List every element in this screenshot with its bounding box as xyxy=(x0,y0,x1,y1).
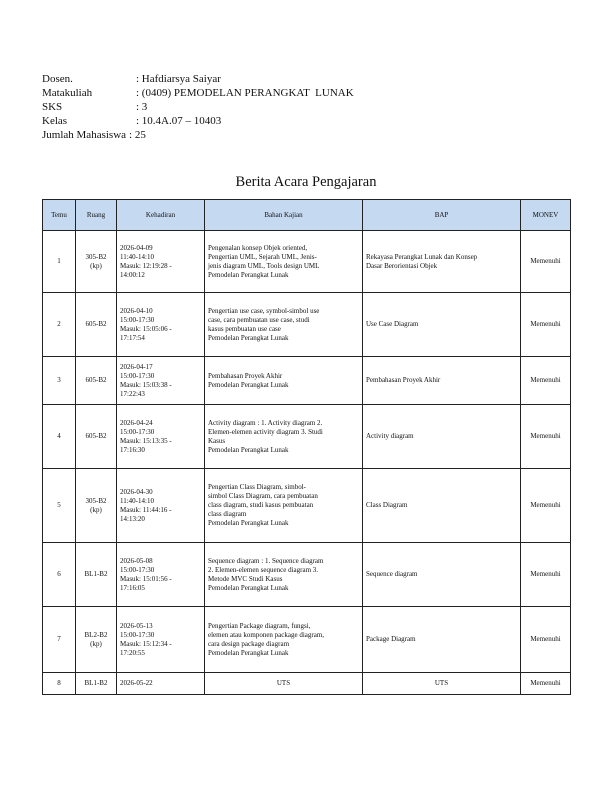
kehadiran-line: Masuk: 15:12:34 - xyxy=(120,639,172,648)
info-value: : 10.4A.07 – 10403 xyxy=(136,115,222,127)
kehadiran-line: 15:00-17:30 xyxy=(120,565,155,574)
ruang-cell xyxy=(76,543,117,607)
kehadiran-cell xyxy=(117,469,205,543)
bahan-line: Pengertian Package diagram, fungsi, xyxy=(208,621,311,630)
kehadiran-cell xyxy=(117,231,205,293)
bahan-line: cara design package diagram xyxy=(208,639,290,648)
kehadiran-cell xyxy=(117,543,205,607)
monev-cell: Memenuhi xyxy=(521,405,571,469)
bahan-line: Kasus xyxy=(208,436,226,445)
col-header-kehadiran: Kehadiran xyxy=(117,200,205,231)
bahan-line: Elemen-elemen activity diagram 3. Studi xyxy=(208,427,323,436)
bahan-line: jenis diagram UML, Tools design UML xyxy=(208,261,320,270)
info-value: : 25 xyxy=(129,129,146,141)
page-title: Berita Acara Pengajaran xyxy=(235,174,377,190)
bahan-line: 2. Elemen-elemen sequence diagram 3. xyxy=(208,565,319,574)
bap-cell xyxy=(363,357,521,405)
table-header-row xyxy=(43,200,571,231)
ruang-line: 605-B2 xyxy=(85,432,107,440)
kehadiran-cell xyxy=(117,293,205,357)
col-header-monev: MONEV xyxy=(521,200,571,231)
bap-line: Package Diagram xyxy=(366,635,416,643)
bahan-kajian-cell xyxy=(205,357,363,405)
course-info xyxy=(42,72,354,142)
bahan-kajian-cell xyxy=(205,231,363,293)
ruang-cell xyxy=(76,357,117,405)
temu-cell: 3 xyxy=(43,357,76,405)
info-row-matakuliah xyxy=(42,86,354,100)
bahan-line: Pemodelan Perangkat Lunak xyxy=(208,648,289,657)
info-label: SKS xyxy=(42,101,63,113)
kehadiran-cell xyxy=(117,607,205,673)
bahan-line: Pengertian UML, Sejarah UML, Jenis- xyxy=(208,252,317,261)
ruang-line: 605-B2 xyxy=(85,376,107,384)
bap-line: Use Case Diagram xyxy=(366,320,419,328)
bahan-line: Pembahasan Proyek Akhir xyxy=(208,371,283,380)
kehadiran-line: 17:16:30 xyxy=(120,445,145,454)
kehadiran-line: 17:22:43 xyxy=(120,389,145,398)
bap-line: Activity diagram xyxy=(366,432,414,440)
kehadiran-cell xyxy=(117,357,205,405)
kehadiran-cell xyxy=(117,673,205,695)
bahan-line: Pemodelan Perangkat Lunak xyxy=(208,380,289,389)
kehadiran-line: 15:00-17:30 xyxy=(120,427,155,436)
ruang-cell xyxy=(76,293,117,357)
ruang-line: 305-B2 xyxy=(85,496,107,505)
kehadiran-line: 17:20:55 xyxy=(120,648,145,657)
ruang-line: 605-B2 xyxy=(85,320,107,328)
info-label: Kelas xyxy=(42,115,68,127)
monev-cell: Memenuhi xyxy=(521,469,571,543)
kehadiran-line: 11:40-14:10 xyxy=(120,496,154,505)
info-value: : 3 xyxy=(136,101,148,113)
bahan-line: Sequence diagram : 1. Sequence diagram xyxy=(208,556,324,565)
ruang-line: (kp) xyxy=(90,261,102,270)
table-row xyxy=(43,543,571,607)
bahan-line: Pemodelan Perangkat Lunak xyxy=(208,519,289,527)
temu-cell: 5 xyxy=(43,469,76,543)
bap-line: Sequence diagram xyxy=(366,570,418,578)
col-header-temu: Temu xyxy=(43,200,76,231)
bap-cell xyxy=(363,543,521,607)
monev-cell: Memenuhi xyxy=(521,673,571,695)
bahan-line: Pemodelan Perangkat Lunak xyxy=(208,583,289,592)
info-label: Jumlah Mahasiswa xyxy=(42,129,127,141)
kehadiran-line: 2026-05-08 xyxy=(120,556,153,565)
kehadiran-line: 14:13:20 xyxy=(120,514,145,523)
kehadiran-line: 2026-04-24 xyxy=(120,418,153,427)
table-row xyxy=(43,469,571,543)
kehadiran-line: 2026-05-13 xyxy=(120,621,153,630)
kehadiran-line: Masuk: 15:01:56 - xyxy=(120,574,172,583)
bahan-kajian-cell xyxy=(205,293,363,357)
info-row-sks xyxy=(42,100,354,114)
table-row xyxy=(43,357,571,405)
col-header-bahan-kajian: Bahan Kajian xyxy=(205,200,363,231)
info-value: : Hafdiarsya Saiyar xyxy=(136,73,221,85)
kehadiran-line: 11:40-14:10 xyxy=(120,252,154,261)
bap-cell xyxy=(363,469,521,543)
temu-cell: 6 xyxy=(43,543,76,607)
kehadiran-line: Masuk: 15:13:35 - xyxy=(120,436,172,445)
ruang-line: 305-B2 xyxy=(85,252,107,261)
monev-cell: Memenuhi xyxy=(521,607,571,673)
ruang-line: (kp) xyxy=(90,505,102,514)
bahan-line: kasus pembuatan use case xyxy=(208,324,281,333)
bap-line: Pembahasan Proyek Akhir xyxy=(366,376,441,384)
temu-cell: 2 xyxy=(43,293,76,357)
bap-cell xyxy=(363,231,521,293)
kehadiran-line: 15:00-17:30 xyxy=(120,630,155,639)
kehadiran-line: 2026-04-10 xyxy=(120,306,153,315)
bahan-kajian-cell: UTS xyxy=(205,673,363,695)
bahan-line: Pengenalan konsep Objek oriented, xyxy=(208,243,308,252)
info-row-jumlah-mahasiswa xyxy=(42,128,354,142)
ruang-cell xyxy=(76,405,117,469)
kehadiran-line: 17:16:05 xyxy=(120,583,145,592)
info-label: Dosen. xyxy=(42,73,73,85)
bahan-line: case, cara pembuatan use case, studi xyxy=(208,315,310,324)
kehadiran-line: 2026-04-17 xyxy=(120,362,153,371)
ruang-line: BL1-B2 xyxy=(84,570,108,578)
table-row xyxy=(43,673,571,695)
ruang-cell xyxy=(76,231,117,293)
bahan-line: Pengertian use case, symbol-simbol use xyxy=(208,306,320,315)
kehadiran-line: 2026-04-09 xyxy=(120,243,153,252)
bahan-line: Pemodelan Perangkat Lunak xyxy=(208,445,289,454)
info-label: Matakuliah xyxy=(42,87,93,99)
bap-line: Rekayasa Perangkat Lunak dan Konsep xyxy=(366,252,478,261)
bahan-kajian-cell xyxy=(205,405,363,469)
info-row-dosen xyxy=(42,72,354,86)
bahan-line: class diagram xyxy=(208,510,247,518)
bap-cell xyxy=(363,405,521,469)
bap-line: Class Diagram xyxy=(366,501,408,509)
monev-cell: Memenuhi xyxy=(521,293,571,357)
bap-line: Dasar Berorientasi Objek xyxy=(366,261,438,270)
bahan-line: Pemodelan Perangkat Lunak xyxy=(208,333,289,342)
bahan-line: Metode MVC Studi Kasus xyxy=(208,574,283,583)
bahan-line: elemen atau komponen package diagram, xyxy=(208,630,325,639)
kehadiran-line: Masuk: 12:19:28 - xyxy=(120,261,172,270)
monev-cell: Memenuhi xyxy=(521,231,571,293)
kehadiran-line: 14:00:12 xyxy=(120,270,145,279)
kehadiran-line: Masuk: 15:03:38 - xyxy=(120,380,172,389)
col-header-ruang: Ruang xyxy=(76,200,117,231)
ruang-cell xyxy=(76,469,117,543)
bap-cell xyxy=(363,607,521,673)
kehadiran-cell xyxy=(117,405,205,469)
ruang-line: (kp) xyxy=(90,639,102,648)
ruang-cell xyxy=(76,607,117,673)
table-row xyxy=(43,231,571,293)
col-header-bap: BAP xyxy=(363,200,521,231)
temu-cell: 7 xyxy=(43,607,76,673)
kehadiran-line: Masuk: 11:44:16 - xyxy=(120,505,172,514)
bap-table xyxy=(42,199,571,695)
ruang-cell xyxy=(76,673,117,695)
kehadiran-line: 15:00-17:30 xyxy=(120,371,155,380)
table-row xyxy=(43,405,571,469)
bahan-kajian-cell xyxy=(205,543,363,607)
info-value: : (0409) PEMODELAN PERANGKAT LUNAK xyxy=(136,87,354,99)
monev-cell: Memenuhi xyxy=(521,357,571,405)
bap-cell: UTS xyxy=(363,673,521,695)
bahan-line: class diagram, studi kasus pembuatan xyxy=(208,501,314,509)
bahan-line: Activity diagram : 1. Activity diagram 2. xyxy=(208,418,323,427)
bahan-line: Pemodelan Perangkat Lunak xyxy=(208,270,289,279)
kehadiran-line: Masuk: 15:05:06 - xyxy=(120,324,172,333)
bahan-kajian-cell xyxy=(205,469,363,543)
table-row xyxy=(43,607,571,673)
temu-cell: 4 xyxy=(43,405,76,469)
bap-cell xyxy=(363,293,521,357)
table-row xyxy=(43,293,571,357)
kehadiran-line: 2026-04-30 xyxy=(120,487,153,496)
monev-cell: Memenuhi xyxy=(521,543,571,607)
temu-cell: 1 xyxy=(43,231,76,293)
kehadiran-line: 15:00-17:30 xyxy=(120,315,155,324)
kehadiran-line: 2026-05-22 xyxy=(120,679,153,687)
info-row-kelas xyxy=(42,114,354,128)
ruang-line: BL1-B2 xyxy=(84,679,108,687)
kehadiran-line: 17:17:54 xyxy=(120,333,145,342)
bahan-line: Pengertian Class Diagram, simbol- xyxy=(208,483,306,491)
temu-cell: 8 xyxy=(43,673,76,695)
bahan-kajian-cell xyxy=(205,607,363,673)
ruang-line: BL2-B2 xyxy=(84,630,108,639)
bahan-line: simbol Class Diagram, cara pembuatan xyxy=(208,492,318,500)
